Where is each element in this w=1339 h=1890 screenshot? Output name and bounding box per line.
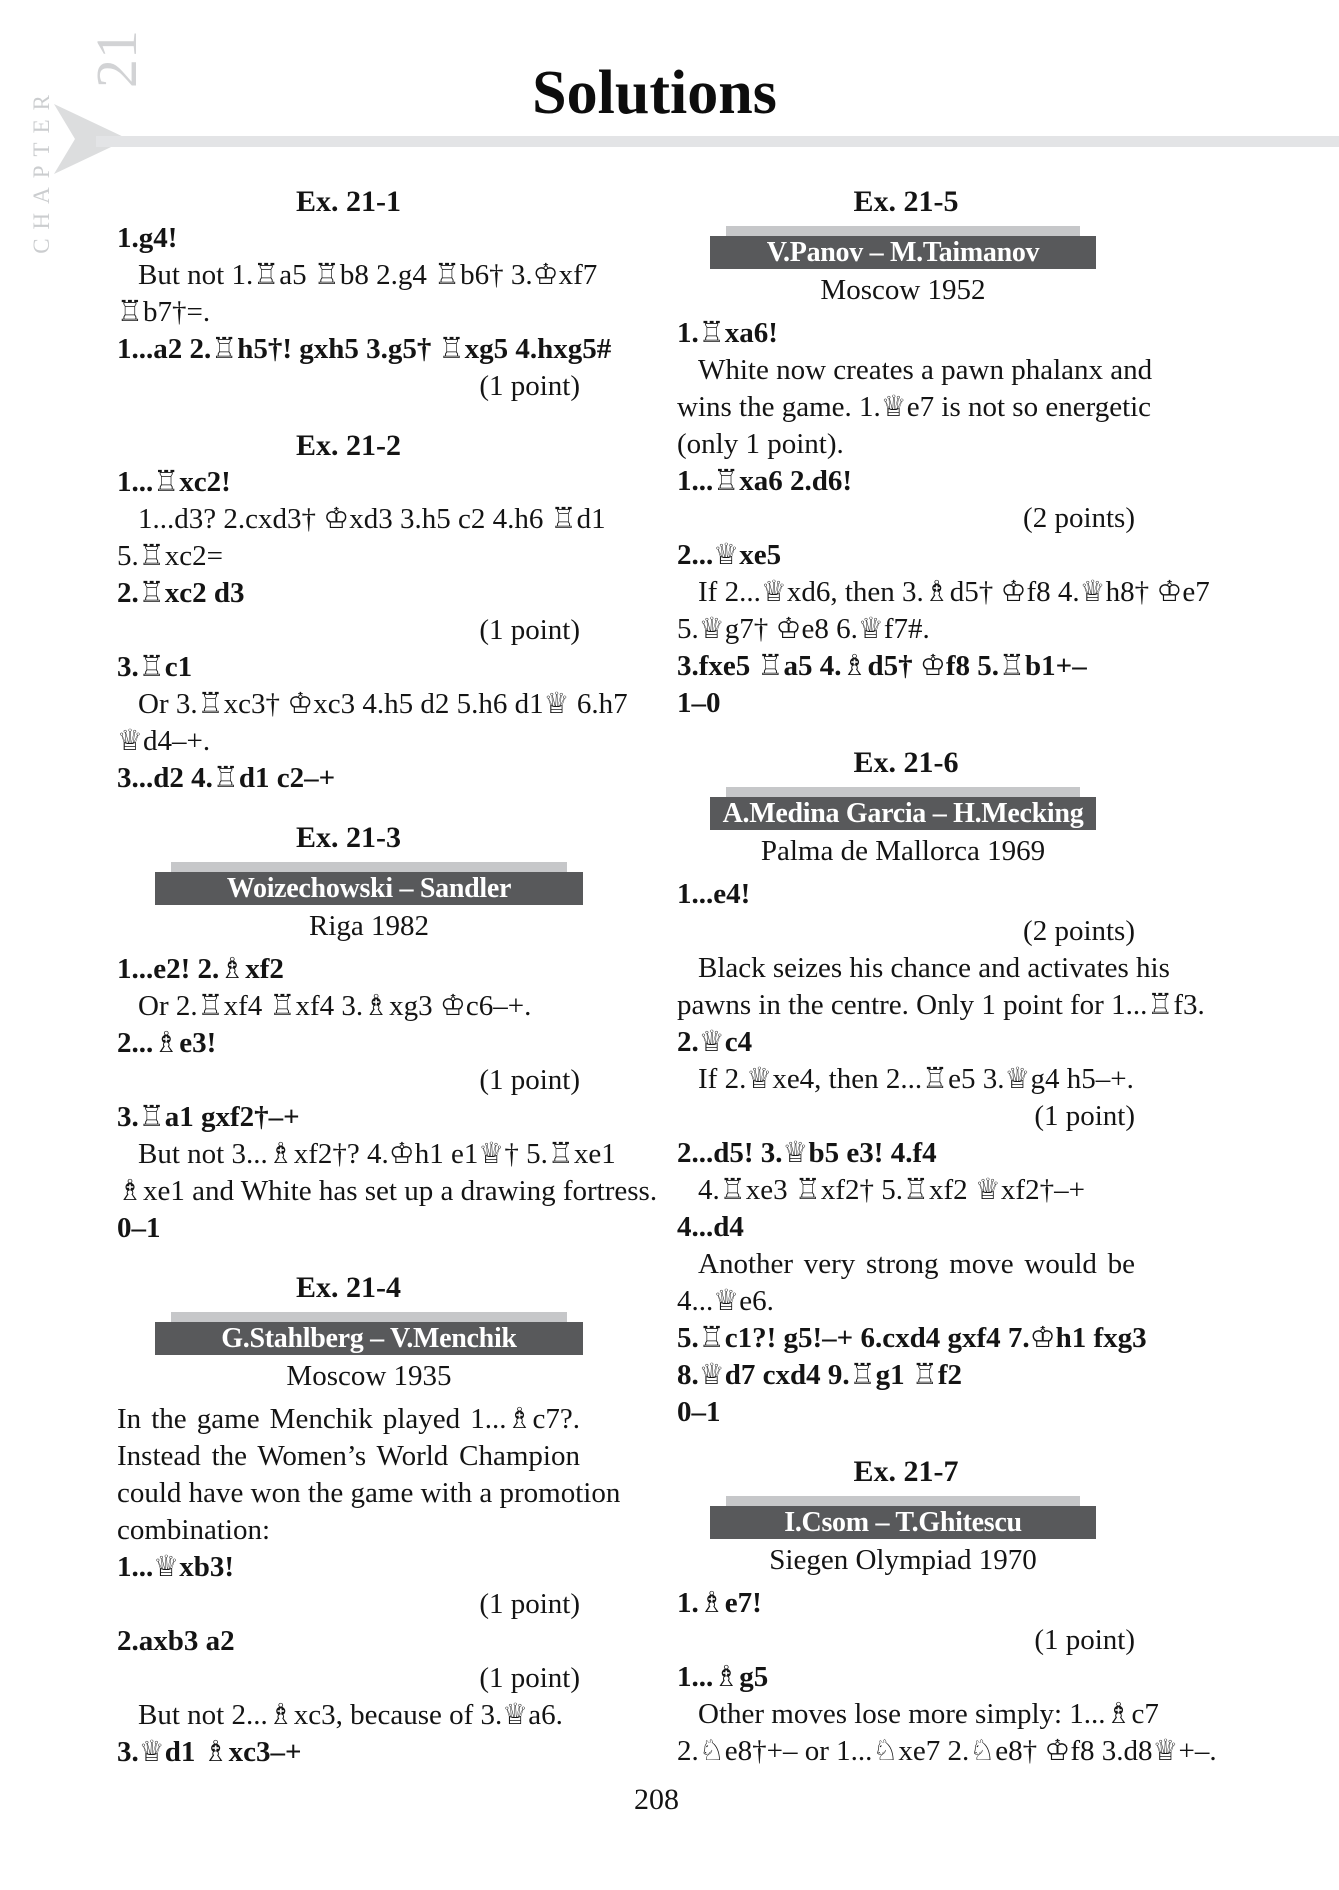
- chapter-number: 21: [84, 30, 149, 88]
- move-line: 2.axb3 a2: [117, 1625, 235, 1657]
- result-line: 0–1: [677, 1396, 721, 1428]
- points-label: (1 point): [1034, 1624, 1135, 1656]
- commentary-line: Other moves lose more simply: 1...♗c7: [698, 1698, 1159, 1730]
- exercise-heading: Ex. 21-7: [853, 1455, 959, 1488]
- commentary-line: ♗xe1 and White has set up a drawing fortress.: [117, 1175, 658, 1207]
- move-line: 8.♕d7 cxd4 9.♖g1 ♖f2: [677, 1359, 963, 1391]
- game-players-bar: G.Stahlberg – V.Menchik: [155, 1322, 583, 1355]
- commentary-line: ♕d4–+.: [117, 725, 211, 757]
- move-line: 1...e4!: [677, 878, 751, 910]
- move-line: 5.♖c1?! g5!–+ 6.cxd4 gxf4 7.♔h1 fxg3: [677, 1322, 1147, 1354]
- move-line: 1...a2 2.♖h5†! gxh5 3.g5† ♖xg5 4.hxg5#: [117, 333, 612, 365]
- commentary-line: wins the game. 1.♕e7 is not so energetic: [677, 391, 1152, 423]
- move-line: 1.♖xa6!: [677, 317, 778, 349]
- commentary-line: 4.♖xe3 ♖xf2† 5.♖xf2 ♕xf2†–+: [698, 1174, 1085, 1206]
- move-line: 2.♖xc2 d3: [117, 577, 245, 609]
- commentary-line: ♖b7†=.: [117, 296, 211, 328]
- move-line: 2...d5! 3.♕b5 e3! 4.f4: [677, 1137, 937, 1169]
- game-header: [710, 1496, 1096, 1579]
- commentary-line: But not 2...♗xc3, because of 3.♕a6.: [138, 1699, 563, 1731]
- move-line: 3.♕d1 ♗xc3–+: [117, 1736, 302, 1768]
- game-venue: Riga 1982: [308, 910, 430, 942]
- game-venue: Moscow 1952: [820, 274, 986, 306]
- commentary-line: 5.♖xc2=: [117, 540, 223, 572]
- game-players-bar: I.Csom – T.Ghitescu: [710, 1506, 1096, 1539]
- chapter-label: CHAPTER: [29, 86, 54, 254]
- game-players-bar: A.Medina Garcia – H.Mecking: [710, 797, 1096, 830]
- commentary-line: 1...d3? 2.cxd3† ♔xd3 3.h5 c2 4.h6 ♖d1: [138, 503, 606, 535]
- commentary-line: 2.♘e8†+– or 1...♘xe7 2.♘e8† ♔f8 3.d8♕+–.: [677, 1735, 1217, 1767]
- game-players-bar: Woizechowski – Sandler: [155, 872, 583, 905]
- move-line: 1...♗g5: [677, 1661, 769, 1693]
- commentary-line: Or 2.♖xf4 ♖xf4 3.♗xg3 ♔c6–+.: [138, 990, 532, 1022]
- move-line: 3.♖a1 gxf2†–+: [117, 1101, 300, 1133]
- game-header: [155, 1312, 583, 1395]
- game-header: [155, 862, 583, 945]
- points-label: (1 point): [1034, 1100, 1135, 1132]
- exercise-heading: Ex. 21-3: [296, 821, 401, 854]
- right-column: [677, 183, 1217, 1770]
- game-venue: Siegen Olympiad 1970: [769, 1544, 1037, 1576]
- commentary-line: 4...♕e6.: [677, 1285, 774, 1317]
- move-line: 1.♗e7!: [677, 1587, 762, 1619]
- commentary-line: 5.♕g7† ♔e8 6.♕f7#.: [677, 613, 930, 645]
- game-header-shadow: [726, 226, 1080, 236]
- result-line: 1–0: [677, 687, 721, 719]
- exercise-heading: Ex. 21-1: [296, 185, 401, 218]
- commentary-line: White now creates a pawn phalanx and: [698, 354, 1153, 386]
- result-line: 0–1: [117, 1212, 161, 1244]
- move-line: 3.♖c1: [117, 651, 193, 683]
- game-header-shadow: [726, 1496, 1080, 1506]
- commentary-line: could have won the game with a promotion: [117, 1477, 621, 1509]
- game-header: [710, 226, 1096, 309]
- commentary-line: But not 1.♖a5 ♖b8 2.g4 ♖b6† 3.♔xf7: [138, 259, 598, 291]
- exercise-heading: Ex. 21-2: [296, 429, 401, 462]
- points-label: (2 points): [1023, 502, 1135, 534]
- move-line: 1...♖xc2!: [117, 466, 231, 498]
- commentary-line: If 2...♕xd6, then 3.♗d5† ♔f8 4.♕h8† ♔e7: [698, 576, 1210, 608]
- commentary-line: combination:: [117, 1514, 271, 1546]
- game-header-shadow: [726, 787, 1080, 797]
- points-label: (1 point): [479, 370, 580, 402]
- move-line: 2.♕c4: [677, 1026, 753, 1058]
- game-venue: Moscow 1935: [286, 1360, 452, 1392]
- title-rule: [96, 136, 1339, 147]
- commentary-line: Black seizes his chance and activates his: [698, 952, 1170, 984]
- move-line: 3...d2 4.♖d1 c2–+: [117, 762, 336, 794]
- move-line: 4...d4: [677, 1211, 744, 1243]
- points-label: (1 point): [479, 1588, 580, 1620]
- game-header-shadow: [171, 862, 567, 872]
- points-label: (1 point): [479, 1064, 580, 1096]
- commentary-line: Instead the Women’s World Champion: [117, 1440, 580, 1472]
- game-players-bar: V.Panov – M.Taimanov: [710, 236, 1096, 269]
- commentary-line: pawns in the centre. Only 1 point for 1...♖f3.: [677, 989, 1205, 1021]
- commentary-line: Another very strong move would be: [698, 1248, 1135, 1280]
- move-line: 3.fxe5 ♖a5 4.♗d5† ♔f8 5.♖b1+–: [677, 650, 1087, 682]
- move-line: 2...♕xe5: [677, 539, 782, 571]
- move-line: 1...♕xb3!: [117, 1551, 235, 1583]
- game-header: [710, 787, 1096, 870]
- exercise-heading: Ex. 21-5: [853, 185, 959, 218]
- points-label: (1 point): [479, 1662, 580, 1694]
- left-column: [117, 183, 658, 1771]
- commentary-line: Or 3.♖xc3† ♔xc3 4.h5 d2 5.h6 d1♕ 6.h7: [138, 688, 628, 720]
- exercise-heading: Ex. 21-4: [296, 1271, 401, 1304]
- move-line: 2...♗e3!: [117, 1027, 217, 1059]
- commentary-line: But not 3...♗xf2†? 4.♔h1 e1♕† 5.♖xe1: [138, 1138, 616, 1170]
- move-line: 1...e2! 2.♗xf2: [117, 953, 284, 985]
- page-title: Solutions: [532, 59, 777, 127]
- exercise-heading: Ex. 21-6: [853, 746, 959, 779]
- move-line: 1...♖xa6 2.d6!: [677, 465, 853, 497]
- commentary-line: (only 1 point).: [677, 428, 844, 460]
- points-label: (2 points): [1023, 915, 1135, 947]
- game-venue: Palma de Mallorca 1969: [760, 835, 1046, 867]
- move-line: 1.g4!: [117, 222, 178, 254]
- page-number: 208: [634, 1783, 679, 1816]
- points-label: (1 point): [479, 614, 580, 646]
- commentary-line: If 2.♕xe4, then 2...♖e5 3.♕g4 h5–+.: [698, 1063, 1134, 1095]
- commentary-line: In the game Menchik played 1...♗c7?.: [117, 1403, 580, 1435]
- game-header-shadow: [171, 1312, 567, 1322]
